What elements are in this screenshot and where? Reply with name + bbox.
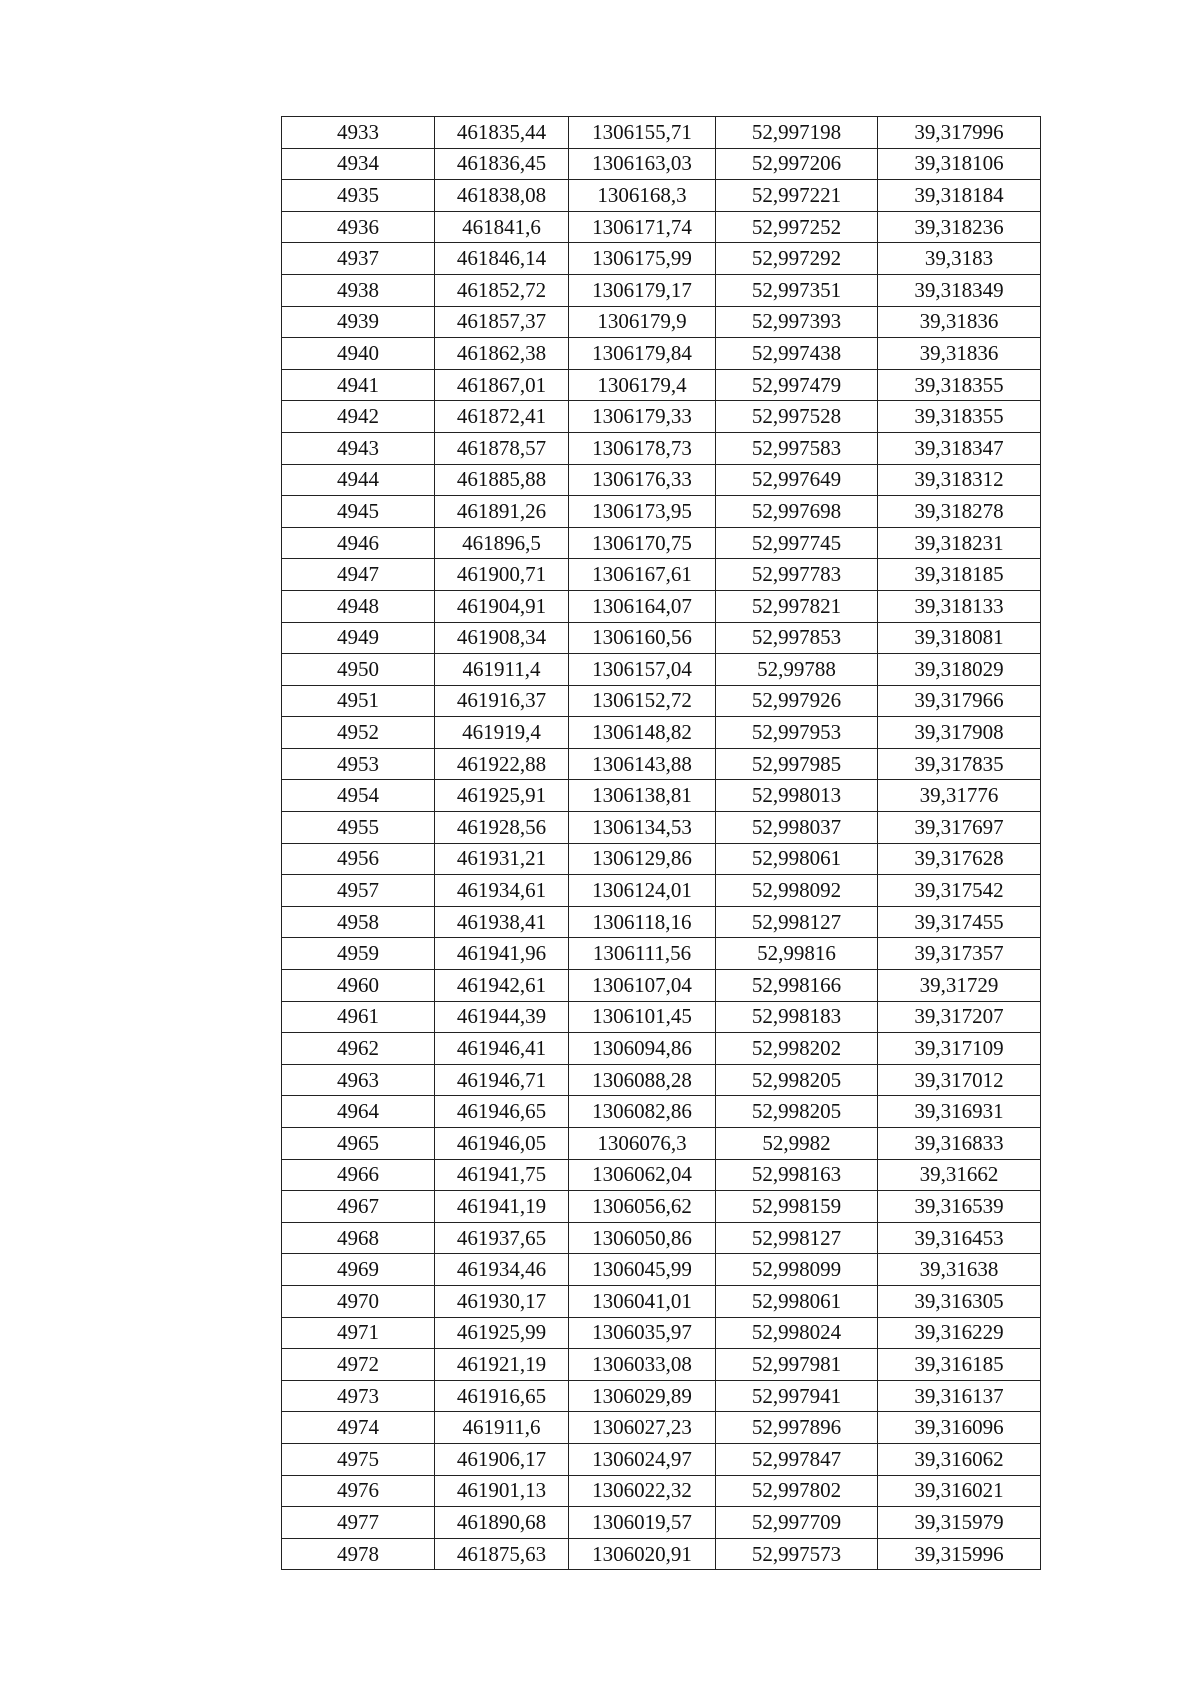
point-number-cell: 4968 [282,1222,435,1254]
latitude-cell: 52,998163 [716,1159,878,1191]
longitude-cell: 39,317109 [878,1033,1041,1065]
x-coordinate-cell: 461937,65 [435,1222,569,1254]
point-number-cell: 4935 [282,180,435,212]
x-coordinate-cell: 461934,46 [435,1254,569,1286]
longitude-cell: 39,316185 [878,1349,1041,1381]
table-row [282,1317,1041,1349]
longitude-cell: 39,318349 [878,274,1041,306]
table-row [282,1254,1041,1286]
latitude-cell: 52,998205 [716,1064,878,1096]
point-number-cell: 4954 [282,780,435,812]
point-number-cell: 4941 [282,369,435,401]
table-row [282,622,1041,654]
x-coordinate-cell: 461919,4 [435,717,569,749]
longitude-cell: 39,318278 [878,496,1041,528]
x-coordinate-cell: 461916,37 [435,685,569,717]
table-row [282,1538,1041,1570]
longitude-cell: 39,316229 [878,1317,1041,1349]
y-coordinate-cell: 1306124,01 [569,875,716,907]
point-number-cell: 4934 [282,148,435,180]
point-number-cell: 4963 [282,1064,435,1096]
point-number-cell: 4961 [282,1001,435,1033]
latitude-cell: 52,997583 [716,432,878,464]
latitude-cell: 52,998024 [716,1317,878,1349]
table-row [282,180,1041,212]
latitude-cell: 52,997393 [716,306,878,338]
x-coordinate-cell: 461930,17 [435,1285,569,1317]
y-coordinate-cell: 1306050,86 [569,1222,716,1254]
latitude-cell: 52,997438 [716,338,878,370]
point-number-cell: 4974 [282,1412,435,1444]
y-coordinate-cell: 1306179,9 [569,306,716,338]
latitude-cell: 52,997745 [716,527,878,559]
x-coordinate-cell: 461944,39 [435,1001,569,1033]
x-coordinate-cell: 461835,44 [435,117,569,149]
latitude-cell: 52,997853 [716,622,878,654]
table-row [282,306,1041,338]
latitude-cell: 52,99788 [716,654,878,686]
latitude-cell: 52,998092 [716,875,878,907]
point-number-cell: 4976 [282,1475,435,1507]
table-row [282,527,1041,559]
longitude-cell: 39,317835 [878,748,1041,780]
y-coordinate-cell: 1306129,86 [569,843,716,875]
latitude-cell: 52,998061 [716,1285,878,1317]
longitude-cell: 39,316137 [878,1380,1041,1412]
longitude-cell: 39,317357 [878,938,1041,970]
latitude-cell: 52,997896 [716,1412,878,1444]
y-coordinate-cell: 1306062,04 [569,1159,716,1191]
x-coordinate-cell: 461921,19 [435,1349,569,1381]
y-coordinate-cell: 1306173,95 [569,496,716,528]
x-coordinate-cell: 461916,65 [435,1380,569,1412]
latitude-cell: 52,997479 [716,369,878,401]
y-coordinate-cell: 1306179,4 [569,369,716,401]
table-row [282,748,1041,780]
latitude-cell: 52,998013 [716,780,878,812]
y-coordinate-cell: 1306143,88 [569,748,716,780]
longitude-cell: 39,318029 [878,654,1041,686]
y-coordinate-cell: 1306155,71 [569,117,716,149]
longitude-cell: 39,318312 [878,464,1041,496]
latitude-cell: 52,997985 [716,748,878,780]
x-coordinate-cell: 461857,37 [435,306,569,338]
point-number-cell: 4949 [282,622,435,654]
x-coordinate-cell: 461942,61 [435,970,569,1002]
point-number-cell: 4957 [282,875,435,907]
latitude-cell: 52,997351 [716,274,878,306]
latitude-cell: 52,997926 [716,685,878,717]
x-coordinate-cell: 461931,21 [435,843,569,875]
point-number-cell: 4978 [282,1538,435,1570]
y-coordinate-cell: 1306035,97 [569,1317,716,1349]
y-coordinate-cell: 1306101,45 [569,1001,716,1033]
table-row [282,780,1041,812]
point-number-cell: 4967 [282,1191,435,1223]
point-number-cell: 4944 [282,464,435,496]
x-coordinate-cell: 461938,41 [435,906,569,938]
latitude-cell: 52,998127 [716,1222,878,1254]
y-coordinate-cell: 1306022,32 [569,1475,716,1507]
x-coordinate-cell: 461841,6 [435,211,569,243]
y-coordinate-cell: 1306134,53 [569,812,716,844]
point-number-cell: 4943 [282,432,435,464]
table-row [282,211,1041,243]
x-coordinate-cell: 461867,01 [435,369,569,401]
longitude-cell: 39,318185 [878,559,1041,591]
longitude-cell: 39,31836 [878,306,1041,338]
table-row [282,1380,1041,1412]
longitude-cell: 39,31729 [878,970,1041,1002]
x-coordinate-cell: 461946,41 [435,1033,569,1065]
table-row [282,1159,1041,1191]
point-number-cell: 4936 [282,211,435,243]
y-coordinate-cell: 1306179,33 [569,401,716,433]
y-coordinate-cell: 1306171,74 [569,211,716,243]
x-coordinate-cell: 461906,17 [435,1443,569,1475]
latitude-cell: 52,998183 [716,1001,878,1033]
x-coordinate-cell: 461904,91 [435,590,569,622]
x-coordinate-cell: 461941,96 [435,938,569,970]
latitude-cell: 52,997649 [716,464,878,496]
point-number-cell: 4964 [282,1096,435,1128]
longitude-cell: 39,318081 [878,622,1041,654]
longitude-cell: 39,318133 [878,590,1041,622]
y-coordinate-cell: 1306164,07 [569,590,716,622]
table-row [282,717,1041,749]
point-number-cell: 4955 [282,812,435,844]
longitude-cell: 39,316305 [878,1285,1041,1317]
latitude-cell: 52,997292 [716,243,878,275]
longitude-cell: 39,318106 [878,148,1041,180]
y-coordinate-cell: 1306167,61 [569,559,716,591]
y-coordinate-cell: 1306170,75 [569,527,716,559]
table-row [282,843,1041,875]
table-row [282,685,1041,717]
latitude-cell: 52,998202 [716,1033,878,1065]
y-coordinate-cell: 1306056,62 [569,1191,716,1223]
table-row [282,1064,1041,1096]
table-row [282,1222,1041,1254]
table-row [282,812,1041,844]
point-number-cell: 4945 [282,496,435,528]
table-row [282,338,1041,370]
x-coordinate-cell: 461896,5 [435,527,569,559]
longitude-cell: 39,317012 [878,1064,1041,1096]
x-coordinate-cell: 461941,75 [435,1159,569,1191]
x-coordinate-cell: 461911,6 [435,1412,569,1444]
longitude-cell: 39,318355 [878,369,1041,401]
point-number-cell: 4970 [282,1285,435,1317]
table-row [282,496,1041,528]
x-coordinate-cell: 461872,41 [435,401,569,433]
y-coordinate-cell: 1306157,04 [569,654,716,686]
x-coordinate-cell: 461890,68 [435,1507,569,1539]
table-row [282,1412,1041,1444]
longitude-cell: 39,316096 [878,1412,1041,1444]
y-coordinate-cell: 1306138,81 [569,780,716,812]
point-number-cell: 4950 [282,654,435,686]
latitude-cell: 52,997847 [716,1443,878,1475]
longitude-cell: 39,31638 [878,1254,1041,1286]
x-coordinate-cell: 461838,08 [435,180,569,212]
table-row [282,274,1041,306]
x-coordinate-cell: 461908,34 [435,622,569,654]
latitude-cell: 52,998205 [716,1096,878,1128]
x-coordinate-cell: 461862,38 [435,338,569,370]
longitude-cell: 39,318184 [878,180,1041,212]
coordinates-table-body [282,117,1041,1570]
latitude-cell: 52,998099 [716,1254,878,1286]
point-number-cell: 4969 [282,1254,435,1286]
point-number-cell: 4952 [282,717,435,749]
x-coordinate-cell: 461946,71 [435,1064,569,1096]
x-coordinate-cell: 461878,57 [435,432,569,464]
x-coordinate-cell: 461946,65 [435,1096,569,1128]
latitude-cell: 52,998166 [716,970,878,1002]
table-row [282,559,1041,591]
latitude-cell: 52,99816 [716,938,878,970]
x-coordinate-cell: 461836,45 [435,148,569,180]
x-coordinate-cell: 461911,4 [435,654,569,686]
longitude-cell: 39,31836 [878,338,1041,370]
y-coordinate-cell: 1306027,23 [569,1412,716,1444]
table-row [282,875,1041,907]
table-row [282,1443,1041,1475]
y-coordinate-cell: 1306045,99 [569,1254,716,1286]
y-coordinate-cell: 1306024,97 [569,1443,716,1475]
point-number-cell: 4946 [282,527,435,559]
x-coordinate-cell: 461941,19 [435,1191,569,1223]
point-number-cell: 4973 [282,1380,435,1412]
point-number-cell: 4966 [282,1159,435,1191]
latitude-cell: 52,998159 [716,1191,878,1223]
point-number-cell: 4958 [282,906,435,938]
table-row [282,117,1041,149]
longitude-cell: 39,318231 [878,527,1041,559]
table-row [282,590,1041,622]
latitude-cell: 52,997981 [716,1349,878,1381]
latitude-cell: 52,997252 [716,211,878,243]
point-number-cell: 4951 [282,685,435,717]
longitude-cell: 39,317697 [878,812,1041,844]
longitude-cell: 39,315979 [878,1507,1041,1539]
latitude-cell: 52,997802 [716,1475,878,1507]
latitude-cell: 52,997528 [716,401,878,433]
latitude-cell: 52,997698 [716,496,878,528]
x-coordinate-cell: 461891,26 [435,496,569,528]
y-coordinate-cell: 1306076,3 [569,1128,716,1160]
y-coordinate-cell: 1306160,56 [569,622,716,654]
longitude-cell: 39,317542 [878,875,1041,907]
longitude-cell: 39,315996 [878,1538,1041,1570]
x-coordinate-cell: 461934,61 [435,875,569,907]
y-coordinate-cell: 1306107,04 [569,970,716,1002]
longitude-cell: 39,316062 [878,1443,1041,1475]
table-row [282,464,1041,496]
y-coordinate-cell: 1306179,84 [569,338,716,370]
table-row [282,906,1041,938]
x-coordinate-cell: 461885,88 [435,464,569,496]
x-coordinate-cell: 461852,72 [435,274,569,306]
table-row [282,970,1041,1002]
longitude-cell: 39,31662 [878,1159,1041,1191]
y-coordinate-cell: 1306020,91 [569,1538,716,1570]
table-row [282,401,1041,433]
point-number-cell: 4940 [282,338,435,370]
coordinates-table [281,116,1041,1570]
table-row [282,1285,1041,1317]
latitude-cell: 52,997198 [716,117,878,149]
point-number-cell: 4962 [282,1033,435,1065]
point-number-cell: 4939 [282,306,435,338]
longitude-cell: 39,317628 [878,843,1041,875]
y-coordinate-cell: 1306168,3 [569,180,716,212]
table-row [282,243,1041,275]
latitude-cell: 52,9982 [716,1128,878,1160]
y-coordinate-cell: 1306179,17 [569,274,716,306]
longitude-cell: 39,3183 [878,243,1041,275]
point-number-cell: 4960 [282,970,435,1002]
table-row [282,369,1041,401]
longitude-cell: 39,317908 [878,717,1041,749]
y-coordinate-cell: 1306033,08 [569,1349,716,1381]
point-number-cell: 4942 [282,401,435,433]
y-coordinate-cell: 1306088,28 [569,1064,716,1096]
latitude-cell: 52,997941 [716,1380,878,1412]
y-coordinate-cell: 1306176,33 [569,464,716,496]
table-row [282,1507,1041,1539]
longitude-cell: 39,317207 [878,1001,1041,1033]
point-number-cell: 4977 [282,1507,435,1539]
latitude-cell: 52,997573 [716,1538,878,1570]
latitude-cell: 52,997221 [716,180,878,212]
longitude-cell: 39,316931 [878,1096,1041,1128]
latitude-cell: 52,998061 [716,843,878,875]
point-number-cell: 4959 [282,938,435,970]
longitude-cell: 39,318355 [878,401,1041,433]
point-number-cell: 4937 [282,243,435,275]
x-coordinate-cell: 461922,88 [435,748,569,780]
point-number-cell: 4948 [282,590,435,622]
x-coordinate-cell: 461928,56 [435,812,569,844]
point-number-cell: 4933 [282,117,435,149]
latitude-cell: 52,997821 [716,590,878,622]
point-number-cell: 4971 [282,1317,435,1349]
longitude-cell: 39,318236 [878,211,1041,243]
y-coordinate-cell: 1306094,86 [569,1033,716,1065]
point-number-cell: 4947 [282,559,435,591]
y-coordinate-cell: 1306082,86 [569,1096,716,1128]
point-number-cell: 4972 [282,1349,435,1381]
x-coordinate-cell: 461900,71 [435,559,569,591]
longitude-cell: 39,316833 [878,1128,1041,1160]
longitude-cell: 39,31776 [878,780,1041,812]
longitude-cell: 39,317996 [878,117,1041,149]
x-coordinate-cell: 461946,05 [435,1128,569,1160]
y-coordinate-cell: 1306019,57 [569,1507,716,1539]
y-coordinate-cell: 1306111,56 [569,938,716,970]
x-coordinate-cell: 461901,13 [435,1475,569,1507]
point-number-cell: 4938 [282,274,435,306]
point-number-cell: 4965 [282,1128,435,1160]
point-number-cell: 4953 [282,748,435,780]
table-row [282,1128,1041,1160]
latitude-cell: 52,998127 [716,906,878,938]
x-coordinate-cell: 461925,99 [435,1317,569,1349]
y-coordinate-cell: 1306175,99 [569,243,716,275]
table-row [282,432,1041,464]
point-number-cell: 4956 [282,843,435,875]
table-row [282,1096,1041,1128]
table-row [282,148,1041,180]
table-row [282,654,1041,686]
table-row [282,1191,1041,1223]
point-number-cell: 4975 [282,1443,435,1475]
table-row [282,1001,1041,1033]
latitude-cell: 52,997206 [716,148,878,180]
table-row [282,938,1041,970]
latitude-cell: 52,998037 [716,812,878,844]
latitude-cell: 52,997709 [716,1507,878,1539]
latitude-cell: 52,997953 [716,717,878,749]
longitude-cell: 39,318347 [878,432,1041,464]
y-coordinate-cell: 1306118,16 [569,906,716,938]
x-coordinate-cell: 461925,91 [435,780,569,812]
table-row [282,1033,1041,1065]
y-coordinate-cell: 1306163,03 [569,148,716,180]
x-coordinate-cell: 461846,14 [435,243,569,275]
longitude-cell: 39,316539 [878,1191,1041,1223]
table-row [282,1349,1041,1381]
longitude-cell: 39,316021 [878,1475,1041,1507]
y-coordinate-cell: 1306152,72 [569,685,716,717]
longitude-cell: 39,316453 [878,1222,1041,1254]
longitude-cell: 39,317966 [878,685,1041,717]
longitude-cell: 39,317455 [878,906,1041,938]
y-coordinate-cell: 1306029,89 [569,1380,716,1412]
latitude-cell: 52,997783 [716,559,878,591]
y-coordinate-cell: 1306041,01 [569,1285,716,1317]
y-coordinate-cell: 1306148,82 [569,717,716,749]
table-row [282,1475,1041,1507]
x-coordinate-cell: 461875,63 [435,1538,569,1570]
y-coordinate-cell: 1306178,73 [569,432,716,464]
